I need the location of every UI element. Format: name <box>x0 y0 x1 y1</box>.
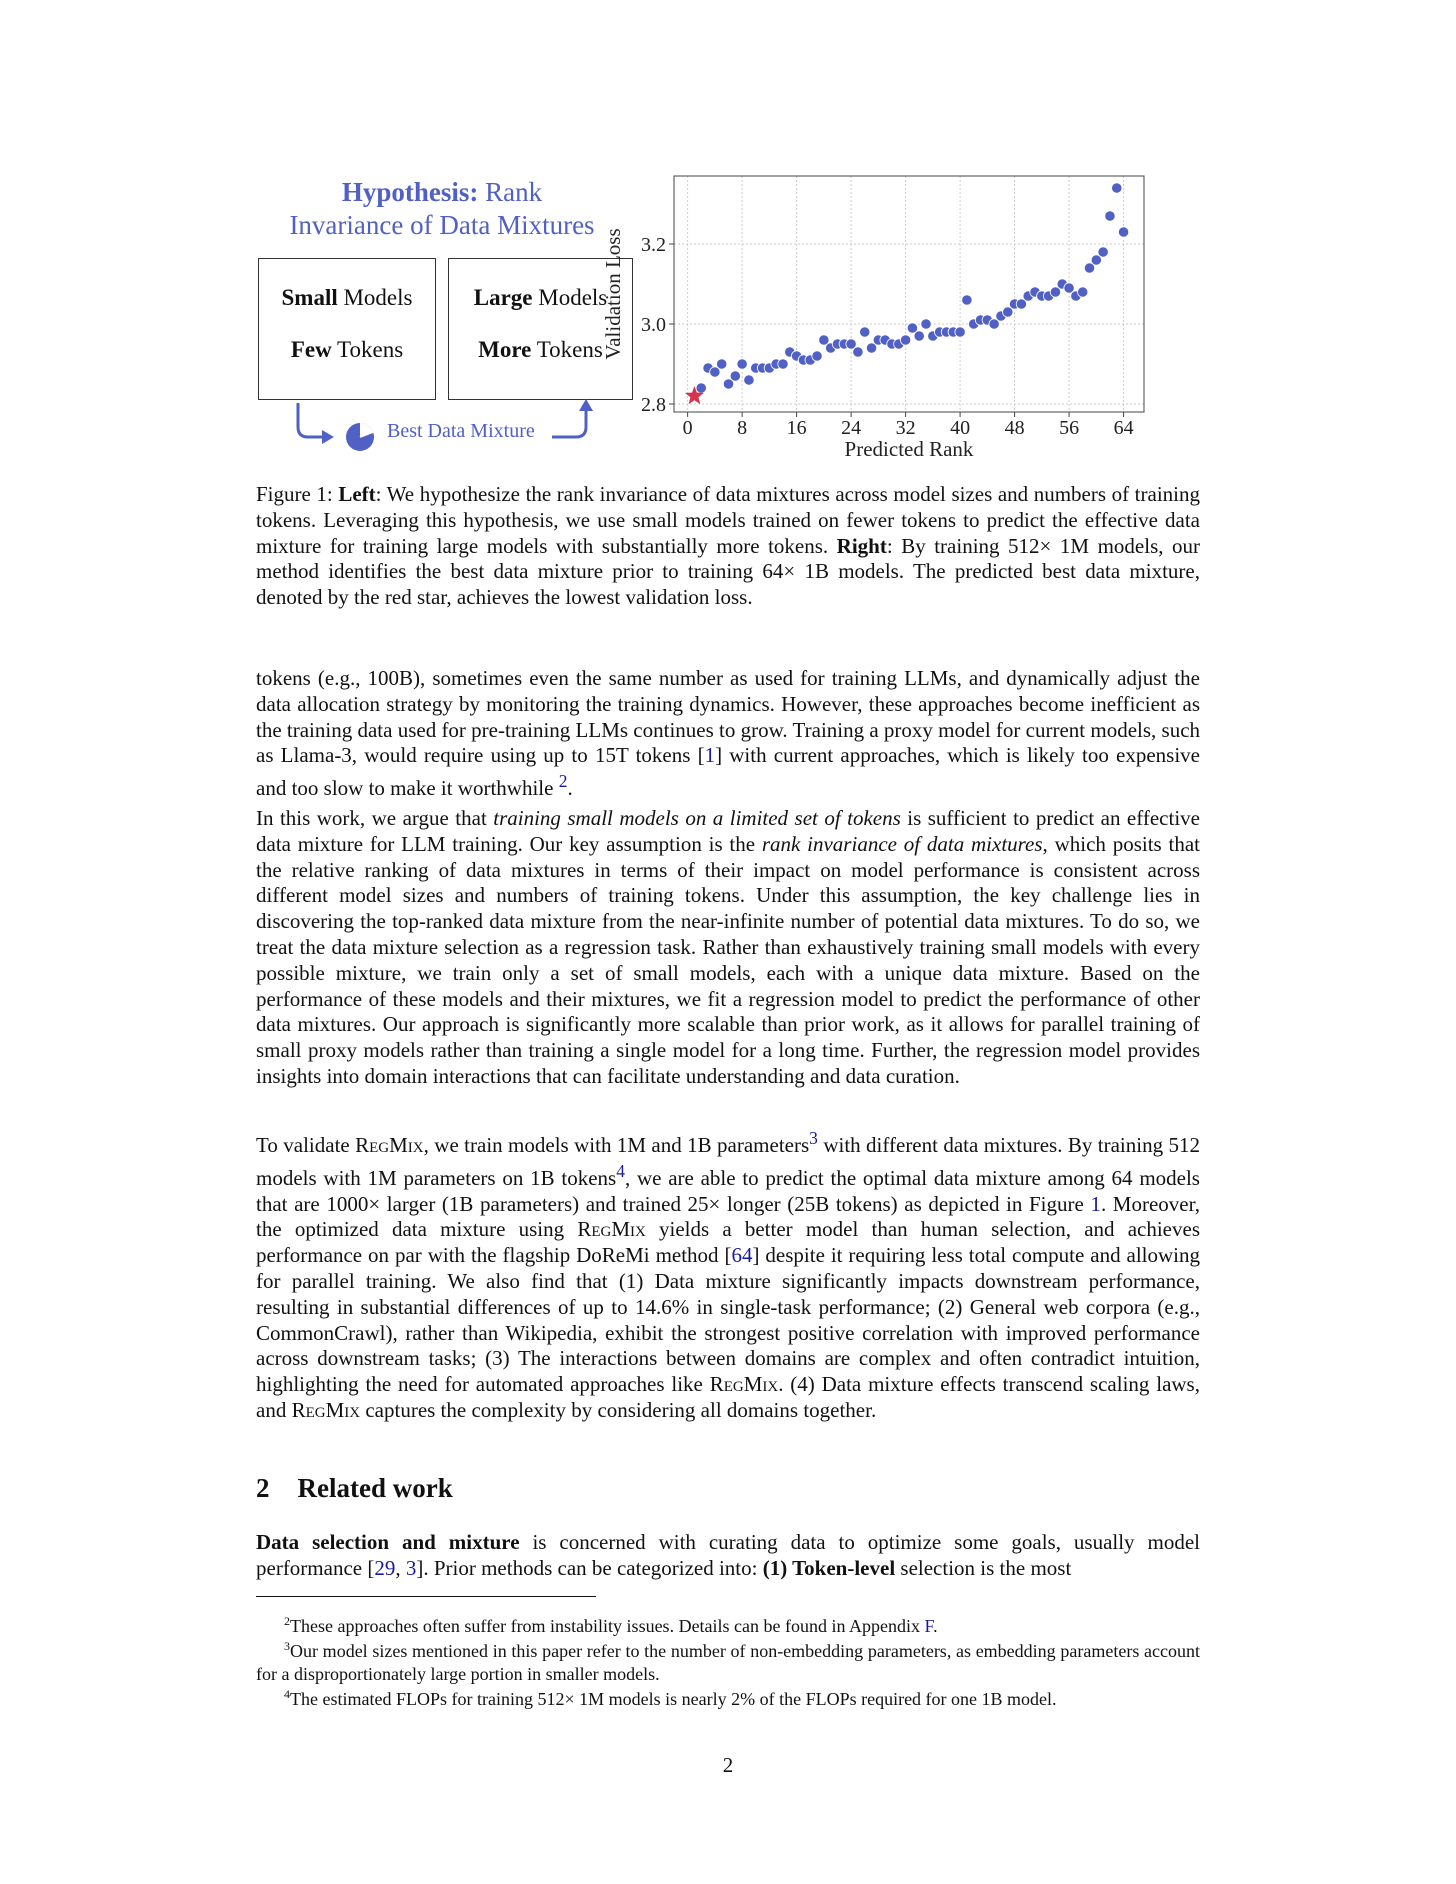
more-bold: More <box>478 337 532 362</box>
footnote-ref-2[interactable]: 2 <box>558 771 568 792</box>
data-point <box>716 359 726 369</box>
regmix-name: RegMix <box>291 1397 361 1422</box>
fn4-mark: 4 <box>284 1687 290 1701</box>
x-axis-label: Predicted Rank <box>844 437 974 461</box>
few-tokens-text: Tokens <box>331 337 404 362</box>
hypothesis-title <box>252 176 632 242</box>
few-tokens-line <box>259 337 435 363</box>
small-models-line <box>259 285 435 311</box>
para3-text-g: ] despite it requiring less total compute and allowing for parallel training. We also find that (1) Data mixture significantly impacts downstream performance, resulting in substantial differences of up to 14.6% in single-task performance; (2) General web corpora (e.g., CommonCrawl), rather than Wikipedia, exhibit the strongest positive correlation with improved performance across downstream tasks; (3) The interactions between domains are complex and often contradict intuition, highlighting the need for automated approaches like <box>256 1243 1200 1397</box>
fn2-mark: 2 <box>284 1614 290 1628</box>
para4-text-a: is concerned with curating data to optimize some goals, usually model performance [ <box>256 1530 1200 1580</box>
few-bold: Few <box>290 337 332 362</box>
fn3-mark: 3 <box>284 1639 290 1653</box>
down-arrow-line <box>298 403 324 437</box>
x-tick-label: 16 <box>786 417 807 439</box>
para3-text-b: , we train models with 1M and 1B parameters <box>423 1133 810 1157</box>
paragraph-this-work <box>256 806 1200 1090</box>
footnote-divider <box>256 1596 596 1597</box>
data-point <box>737 359 747 369</box>
data-point <box>853 347 863 357</box>
data-point <box>744 375 754 385</box>
para3-text-h: . (4) Data mixture effects transcend scaling laws, and <box>256 1372 1200 1422</box>
small-models-text: Models <box>337 285 413 310</box>
caption-left-label: Left <box>338 482 376 506</box>
best-data-mixture-label: Best Data Mixture <box>387 420 535 442</box>
fn2-text: These approaches often suffer from instability issues. Details can be found in Appendix <box>290 1616 925 1636</box>
regmix-name: RegMix <box>577 1217 646 1242</box>
up-arrow-line <box>552 409 586 437</box>
right-arrowhead-icon <box>322 430 334 444</box>
citation-link[interactable]: 29 <box>374 1555 396 1580</box>
section-number: 2 <box>256 1473 270 1503</box>
up-arrowhead-icon <box>579 399 593 411</box>
fn4-text: The estimated FLOPs for training 512× 1M models is nearly 2% of the FLOPs required for one 1B model. <box>290 1689 1057 1709</box>
para3-text-f: yields a better model than human selection, and achieves performance on par with the flagship DoReMi method [ <box>256 1217 1200 1268</box>
data-point <box>812 351 822 361</box>
figure-ref-link[interactable]: 1 <box>1090 1191 1101 1216</box>
fn2-end: . <box>933 1616 938 1636</box>
x-tick-label: 64 <box>1113 417 1134 439</box>
caption-right-label: Right <box>836 533 887 558</box>
hypothesis-rest: Rank <box>478 177 543 207</box>
footnote-2 <box>256 1610 1200 1638</box>
data-point <box>962 295 972 305</box>
para3-text-e: . Moreover, the optimized data mixture using <box>256 1191 1200 1242</box>
para1-text-b: ] with current approaches, which is likely too expensive and too slow to make it worthwhile <box>256 743 1200 801</box>
y-tick-label: 3.0 <box>641 314 666 336</box>
regmix-name: RegMix <box>709 1372 779 1397</box>
para4-comma: , <box>395 1555 406 1580</box>
para3-text-c: with different data mixtures. By training 512 models with 1M parameters on 1B tokens <box>256 1133 1200 1190</box>
x-tick-label: 32 <box>895 417 916 439</box>
x-tick-label: 8 <box>737 417 748 439</box>
footnote-ref-3[interactable]: 3 <box>809 1128 818 1148</box>
section-heading <box>256 1473 481 1504</box>
data-point <box>1112 183 1122 193</box>
para1-text-a: tokens (e.g., 100B), sometimes even the same number as used for training LLMs, and dynamically adjust the data allocation strategy by monitoring the training dynamics. However, these approaches become inefficient as the training data used for pre-training LLMs continues to grow. Training a proxy model for current models, such as Llama-3, would require using up to 15T tokens [ <box>256 666 1201 768</box>
citation-link[interactable]: 64 <box>731 1243 753 1268</box>
small-bold: Small <box>281 285 338 310</box>
data-point <box>900 335 910 345</box>
citation-link[interactable]: 1 <box>704 743 716 768</box>
figure-1 <box>252 170 1202 470</box>
data-point <box>860 327 870 337</box>
y-tick-label: 3.2 <box>641 234 666 256</box>
data-point <box>1098 247 1108 257</box>
paragraph-intro-continued <box>256 666 1200 802</box>
data-point <box>955 327 965 337</box>
validation-loss-chart <box>601 170 1202 470</box>
para2-italic-1: training small models on a limited set of tokens <box>493 806 901 830</box>
data-point <box>1077 287 1087 297</box>
footnote-4 <box>256 1683 1200 1711</box>
x-tick-label: 48 <box>1004 417 1025 439</box>
para3-text-a: To validate <box>256 1133 356 1157</box>
data-point <box>914 331 924 341</box>
para3-text-d: , we are able to predict the optimal data mixture among 64 models that are 1000× larger (1B parameters) and trained 25× longer (25B tokens) as depicted in Figure <box>256 1165 1200 1216</box>
caption-prefix: Figure 1: <box>256 482 339 506</box>
para4-bold-2: (1) Token-level <box>762 1555 896 1580</box>
paragraph-validation <box>256 1126 1200 1424</box>
footnote-3 <box>256 1635 1200 1686</box>
footnote-ref-4[interactable]: 4 <box>616 1160 625 1181</box>
hypothesis-line2: Invariance of Data Mixtures <box>289 210 595 240</box>
data-point <box>696 383 706 393</box>
figure-caption <box>256 482 1200 611</box>
large-models-text: Models <box>532 285 608 310</box>
para2-text-c: , which posits that the relative ranking of data mixtures in terms of their impact on model performance is consistent across different model sizes and numbers of training tokens. Under this assumption, the key challenge lies in discovering the top-ranked data mixture from the near-infinite number of potential data mixtures. To do so, we treat the data mixture selection as a regression task. Rather than exhaustively training small models with every possible mixture, we train only a set of small models, each with a unique data mixture. Based on the performance of these models and their mixtures, we fit a regression model to predict the performance of other data mixtures. Our approach is significantly more scalable than prior work, as it allows for parallel training of small proxy models rather than training a single model for a long time. Further, the regression model provides insights into domain interactions that can facilitate understanding and data curation. <box>256 831 1200 1088</box>
appendix-link[interactable]: F <box>924 1616 934 1636</box>
data-point <box>778 359 788 369</box>
more-tokens-text: Tokens <box>531 337 603 362</box>
caption-right-text: : By training 512× 1M models, our method identifies the best data mixture prior to training 64× 1B models. The predicted best data mixture, denoted by the red star, achieves the lowest validation loss. <box>256 533 1200 610</box>
para2-text-b: is sufficient to predict an effective data mixture for LLM training. Our key assumption is the <box>256 806 1200 856</box>
x-tick-label: 24 <box>841 417 862 439</box>
y-axis-label: Validation Loss <box>601 228 625 360</box>
page-number: 2 <box>722 1753 734 1777</box>
section-title: Related work <box>297 1473 453 1503</box>
hypothesis-bold: Hypothesis: <box>341 177 479 207</box>
para4-text-b: ]. Prior methods can be categorized into: <box>416 1555 763 1580</box>
caption-left-text: : We hypothesize the rank invariance of data mixtures across model sizes and numbers of training tokens. Leveraging this hypothesis, we use small models trained on fewer tokens to predict the effective data mixture for training large models with substantially more tokens. <box>256 482 1200 558</box>
para4-bold-1: Data selection and mixture <box>256 1530 520 1554</box>
data-point <box>1105 211 1115 221</box>
para1-text-c: . <box>567 776 573 801</box>
para4-text-c: selection is the most <box>895 1555 1072 1580</box>
para2-italic-2: rank invariance of data mixtures <box>761 831 1043 856</box>
fn3-text: Our model sizes mentioned in this paper refer to the number of non-embedding parameters, as embedding parameters account for a disproportionately large portion in smaller models. <box>256 1641 1200 1684</box>
para3-text-i: captures the complexity by considering all domains together. <box>360 1397 877 1422</box>
citation-link[interactable]: 3 <box>405 1555 417 1580</box>
small-models-box <box>258 258 436 400</box>
regmix-name: RegMix <box>355 1133 424 1157</box>
data-point <box>1118 227 1128 237</box>
x-tick-label: 40 <box>950 417 971 439</box>
large-bold: Large <box>473 285 533 310</box>
data-point <box>730 371 740 381</box>
para2-text-a: In this work, we argue that <box>256 806 494 830</box>
data-point <box>921 319 931 329</box>
x-tick-label: 56 <box>1059 417 1080 439</box>
x-tick-label: 0 <box>682 417 693 439</box>
paragraph-related-work <box>256 1530 1200 1582</box>
y-tick-label: 2.8 <box>641 394 666 416</box>
